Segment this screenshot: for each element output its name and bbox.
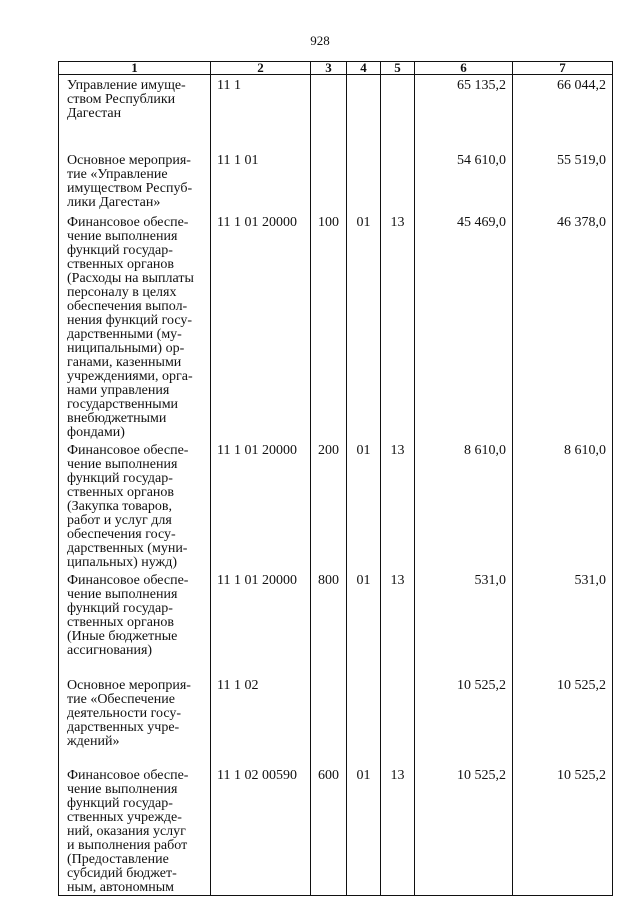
row-name-line: персоналу в целях <box>67 284 177 300</box>
row-name-line: функций государ- <box>67 600 173 616</box>
row-name-line: ниципальными) ор- <box>67 340 185 356</box>
section-cell: 01 <box>347 765 381 896</box>
table-row <box>59 675 613 765</box>
subsection-cell <box>381 150 415 212</box>
amount-col6-cell: 10 525,2 <box>415 765 513 896</box>
amount-col6-cell: 65 135,2 <box>415 75 513 150</box>
row-name-line: ний, оказания услуг <box>67 823 186 839</box>
row-name-cell <box>59 440 211 570</box>
row-name-line: (Закупка товаров, <box>67 498 172 514</box>
row-name-line: тие «Управление <box>67 166 168 182</box>
column-header-5: 5 <box>381 62 415 75</box>
row-name-line: ственных органов <box>67 256 175 272</box>
row-name-line: дарственными (му- <box>67 326 182 342</box>
row-name-line: (Иные бюджетные <box>67 628 178 644</box>
row-name-line: Финансовое обеспе- <box>67 442 189 458</box>
page-number: 928 <box>310 33 330 48</box>
header-row <box>59 62 613 75</box>
subsection-cell: 13 <box>381 570 415 675</box>
amount-col6-cell: 8 610,0 <box>415 440 513 570</box>
code-cell: 11 1 02 00590 <box>211 765 311 896</box>
row-name-line: (Предоставление <box>67 851 169 867</box>
amount-col6-cell: 54 610,0 <box>415 150 513 212</box>
row-name-cell <box>59 675 211 765</box>
row-name-cell <box>59 570 211 675</box>
row-name-line: государственными <box>67 396 179 412</box>
subsection-cell: 13 <box>381 212 415 440</box>
row-name-line: чение выполнения <box>67 456 178 472</box>
expense-type-cell: 200 <box>311 440 347 570</box>
row-name-line: ципальных) нужд) <box>67 554 178 570</box>
expense-type-cell <box>311 75 347 150</box>
table-body <box>59 75 613 896</box>
amount-col6-cell: 45 469,0 <box>415 212 513 440</box>
table-row <box>59 765 613 896</box>
row-name-line: Управление имуще- <box>67 78 186 93</box>
row-name-line: нения функций госу- <box>67 312 193 328</box>
section-cell: 01 <box>347 212 381 440</box>
expense-type-cell: 800 <box>311 570 347 675</box>
row-name-line: (Расходы на выплаты <box>67 270 194 286</box>
row-name-line: Финансовое обеспе- <box>67 767 189 783</box>
code-cell: 11 1 01 <box>211 150 311 212</box>
row-name-line: дарственных учре- <box>67 719 180 735</box>
row-name-line: ственных органов <box>67 484 175 500</box>
section-cell <box>347 675 381 765</box>
budget-table <box>58 61 613 896</box>
row-name-line: Основное мероприя- <box>67 677 191 693</box>
row-name-line: нами управления <box>67 382 170 398</box>
row-name-line: и выполнения работ <box>67 837 188 853</box>
expense-type-cell: 100 <box>311 212 347 440</box>
row-name-line: функций государ- <box>67 470 173 486</box>
amount-col7-cell: 10 525,2 <box>513 765 613 896</box>
row-name-line: ганами, казенными <box>67 354 182 370</box>
row-name-line: функций государ- <box>67 795 173 811</box>
row-name-line: Финансовое обеспе- <box>67 214 189 230</box>
amount-col6-cell: 531,0 <box>415 570 513 675</box>
row-name-line: Дагестан <box>67 106 122 121</box>
row-name-line: тие «Обеспечение <box>67 691 175 707</box>
section-cell <box>347 150 381 212</box>
amount-col6-cell: 10 525,2 <box>415 675 513 765</box>
column-header-2: 2 <box>211 62 311 75</box>
subsection-cell <box>381 675 415 765</box>
column-header-1: 1 <box>59 62 211 75</box>
column-header-4: 4 <box>347 62 381 75</box>
row-name-line: ством Республики <box>67 92 176 107</box>
subsection-cell: 13 <box>381 440 415 570</box>
amount-col7-cell: 10 525,2 <box>513 675 613 765</box>
row-name-line: дарственных (муни- <box>67 540 188 556</box>
row-name-line: Финансовое обеспе- <box>67 572 189 588</box>
section-cell <box>347 75 381 150</box>
amount-col7-cell: 531,0 <box>513 570 613 675</box>
row-name-cell <box>59 150 211 212</box>
row-name-line: чение выполнения <box>67 228 178 244</box>
row-name-line: чение выполнения <box>67 586 178 602</box>
row-name-line: ждений» <box>67 733 120 749</box>
code-cell: 11 1 01 20000 <box>211 440 311 570</box>
row-name-line: ным, автономным <box>67 879 175 895</box>
column-header-6: 6 <box>415 62 513 75</box>
amount-col7-cell: 46 378,0 <box>513 212 613 440</box>
row-name-line: обеспечения выпол- <box>67 298 188 314</box>
row-name-line: деятельности госу- <box>67 705 182 721</box>
row-name-line: работ и услуг для <box>67 512 172 528</box>
row-name-line: ственных учрежде- <box>67 809 182 825</box>
row-name-cell <box>59 765 211 896</box>
amount-col7-cell: 55 519,0 <box>513 150 613 212</box>
code-cell: 11 1 01 20000 <box>211 212 311 440</box>
amount-col7-cell: 66 044,2 <box>513 75 613 150</box>
table-row <box>59 75 613 150</box>
row-name-line: внебюджетными <box>67 410 167 426</box>
subsection-cell <box>381 75 415 150</box>
row-name-line: лики Дагестан» <box>67 194 161 210</box>
row-name-cell <box>59 75 211 150</box>
row-name-line: субсидий бюджет- <box>67 865 177 881</box>
table-row <box>59 150 613 212</box>
section-cell: 01 <box>347 440 381 570</box>
column-header-3: 3 <box>311 62 347 75</box>
column-header-7: 7 <box>513 62 613 75</box>
expense-type-cell: 600 <box>311 765 347 896</box>
row-name-line: функций государ- <box>67 242 173 258</box>
row-name-line: имуществом Респуб- <box>67 180 193 196</box>
expense-type-cell <box>311 675 347 765</box>
section-cell: 01 <box>347 570 381 675</box>
code-cell: 11 1 <box>211 75 311 150</box>
subsection-cell: 13 <box>381 765 415 896</box>
row-name-cell <box>59 212 211 440</box>
row-name-line: обеспечения госу- <box>67 526 176 542</box>
row-name-line: ственных органов <box>67 614 175 630</box>
code-cell: 11 1 01 20000 <box>211 570 311 675</box>
row-name-line: Основное мероприя- <box>67 152 191 168</box>
table-row <box>59 440 613 570</box>
amount-col7-cell: 8 610,0 <box>513 440 613 570</box>
row-name-line: ассигнования) <box>67 642 153 658</box>
row-name-line: учреждениями, орга- <box>67 368 193 384</box>
code-cell: 11 1 02 <box>211 675 311 765</box>
table-row <box>59 570 613 675</box>
row-name-line: чение выполнения <box>67 781 178 797</box>
row-name-line: фондами) <box>67 424 125 440</box>
expense-type-cell <box>311 150 347 212</box>
table-row <box>59 212 613 440</box>
